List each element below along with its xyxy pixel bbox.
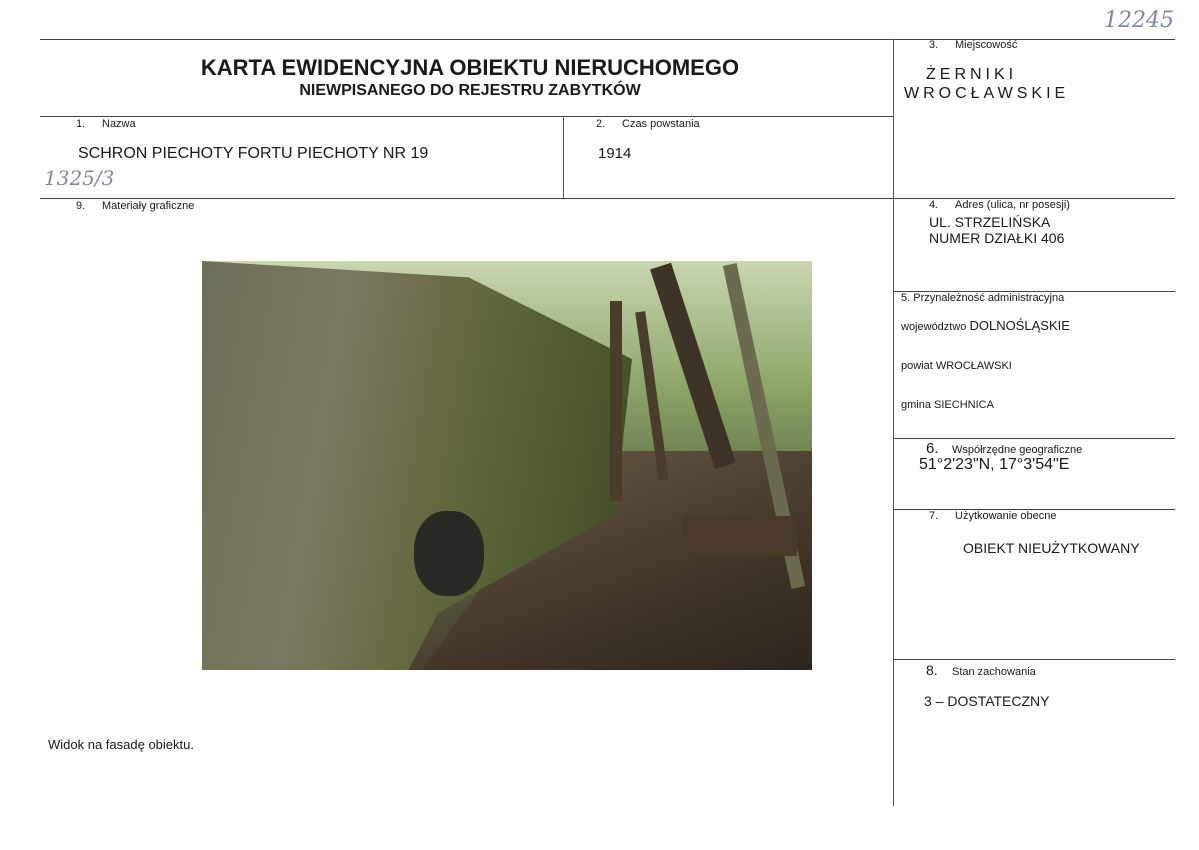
address-label: 4. Adres (ulica, nr posesji): [929, 199, 1070, 211]
address-plot: NUMER DZIAŁKI 406: [929, 230, 1065, 246]
page-subtitle: NIEWPISANEGO DO REJESTRU ZABYTKÓW: [299, 82, 641, 99]
name-label: 1. Nazwa: [76, 118, 136, 130]
divider: [563, 116, 564, 198]
voivodeship: województwo DOLNOŚLĄSKIE: [901, 318, 1070, 333]
divider: [893, 659, 1175, 660]
address-street: UL. STRZELIŃSKA: [929, 214, 1051, 230]
date-value: 1914: [598, 145, 632, 162]
locality-value-1: ŻERNIKI: [926, 66, 1018, 83]
divider: [893, 438, 1175, 439]
condition-label: 8. Stan zachowania: [926, 662, 1036, 678]
photo-caption: Widok na fasadę obiektu.: [48, 737, 194, 752]
locality-label: 3. Miejscowość: [929, 39, 1018, 51]
coords-value: 51°2'23"N, 17°3'54"E: [919, 456, 1070, 473]
graphics-label: 9. Materiały graficzne: [76, 200, 195, 212]
locality-value-2: WROCŁAWSKIE: [904, 85, 1070, 102]
date-label: 2. Czas powstania: [596, 118, 700, 130]
divider: [40, 116, 893, 117]
commune: gmina SIECHNICA: [901, 399, 994, 411]
coords-label: 6. Współrzędne geograficzne: [926, 440, 1083, 457]
name-value: SCHRON PIECHOTY FORTU PIECHOTY NR 19: [78, 145, 429, 162]
condition-value: 3 – DOSTATECZNY: [924, 693, 1050, 709]
usage-value: OBIEKT NIEUŻYTKOWANY: [963, 540, 1140, 556]
county: powiat WROCŁAWSKI: [901, 360, 1012, 372]
divider: [893, 39, 894, 806]
usage-label: 7. Użytkowanie obecne: [929, 510, 1057, 522]
handwritten-number: 12245: [1104, 8, 1174, 33]
admin-label: 5. Przynależność administracyjna: [901, 292, 1065, 304]
page-title: KARTA EWIDENCYJNA OBIEKTU NIERUCHOMEGO: [200, 55, 740, 80]
object-photo: [202, 261, 812, 670]
handwritten-ref: 1325/3: [44, 166, 115, 190]
